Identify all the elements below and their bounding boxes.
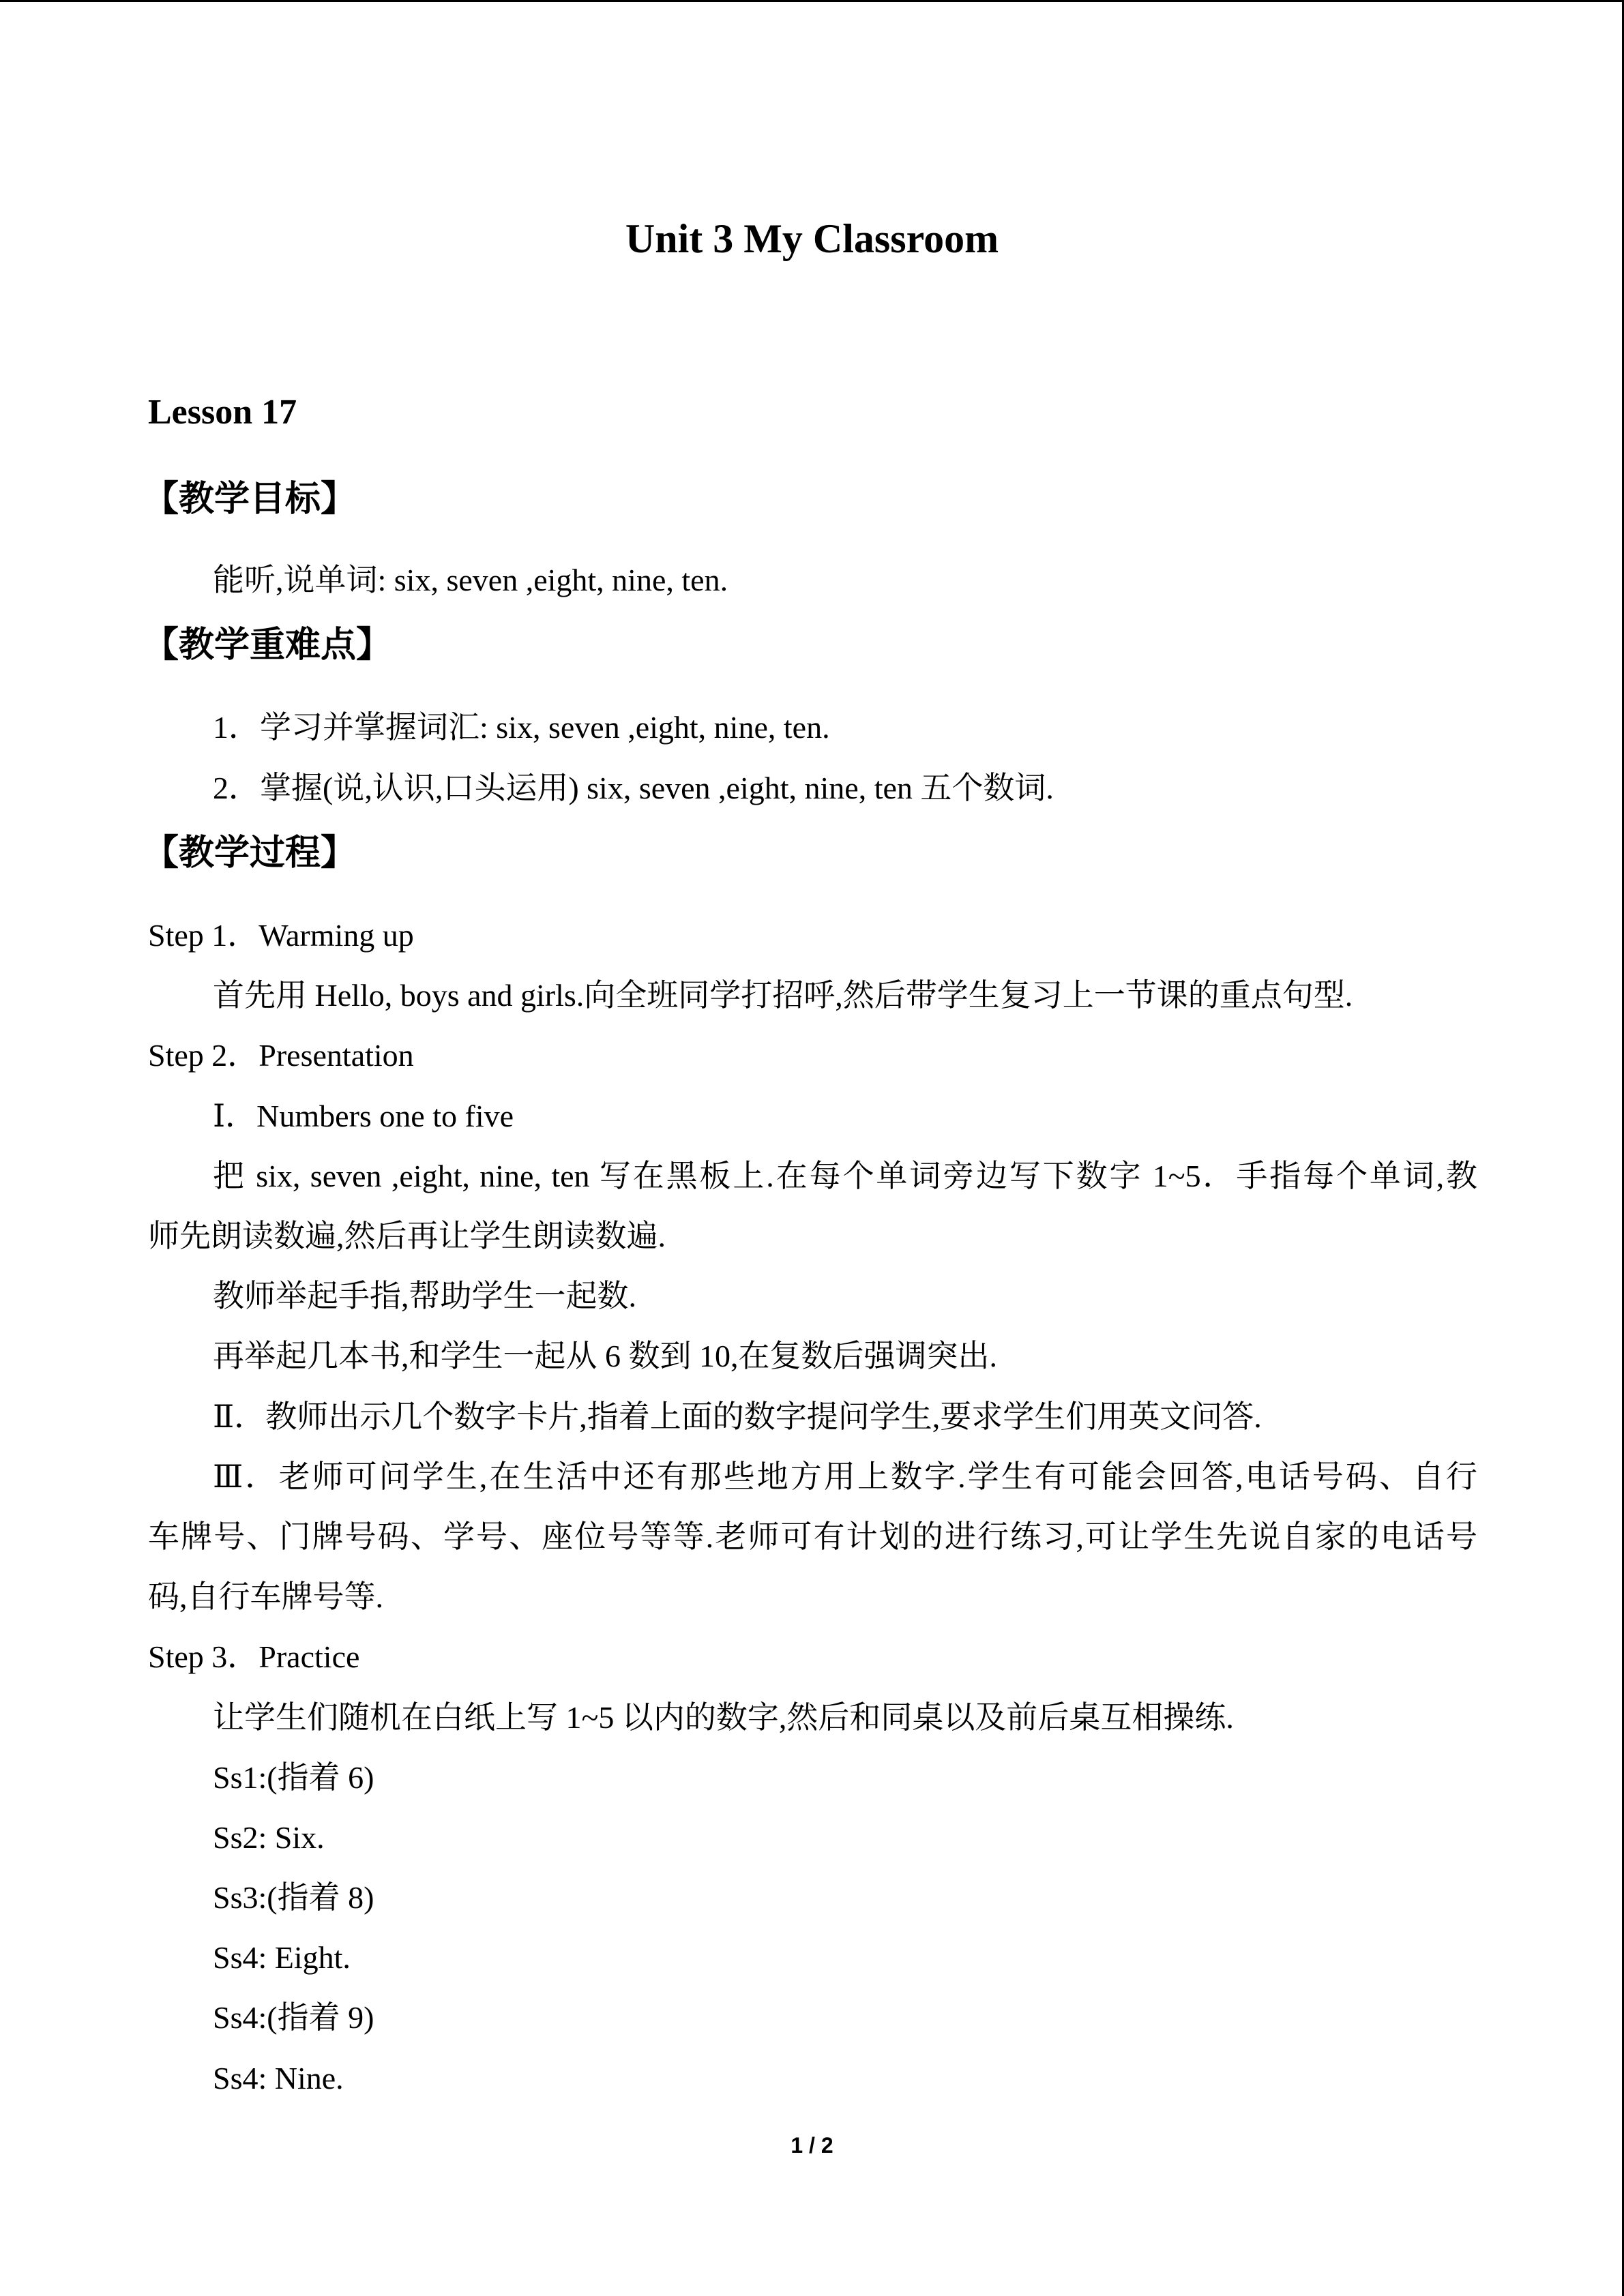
document-title: Unit 3 My Classroom [625, 216, 999, 261]
page-number: 1 / 2 [791, 2133, 833, 2158]
dialogue-line: Ss4: Eight. [213, 1940, 351, 1975]
keypoints-heading: 【教学重难点】 [143, 625, 392, 666]
dialogue-line: Ss3:(指着 8) [213, 1880, 374, 1915]
step2-subsection-2: Ⅱ．教师出示几个数字卡片,指着上面的数字提问学生,要求学生们用英文问答. [213, 1399, 1262, 1434]
step2-subsection-3-line-3: 码,自行车牌号等. [148, 1579, 383, 1614]
keypoint-item-2: 2．掌握(说,认识,口头运用) six, seven ,eight, nine, ten 五个数词. [213, 771, 1054, 805]
dialogue-line: Ss4:(指着 9) [213, 2000, 374, 2035]
lesson-title: Lesson 17 [148, 393, 297, 432]
page-border-top [0, 0, 1624, 2]
step1-text: 首先用 Hello, boys and girls.向全班同学打招呼,然后带学生复习上一节课的重点句型. [213, 978, 1353, 1013]
dialogue-line: Ss2: Six. [213, 1820, 325, 1855]
step2-paragraph-1-line-2: 师先朗读数遍,然后再让学生朗读数遍. [148, 1219, 666, 1253]
step2-subsection-1: Ⅰ．Numbers one to five [213, 1099, 514, 1133]
step2-subsection-3-line-1: Ⅲ．老师可问学生,在生活中还有那些地方用上数字.学生有可能会回答,电话号码、自行 [213, 1459, 1477, 1494]
dialogue-line: Ss4: Nine. [213, 2061, 344, 2096]
step2-paragraph-1-line-1: 把 six, seven ,eight, nine, ten 写在黑板上.在每个单词旁边写下数字 1~5．手指每个单词,教 [213, 1159, 1477, 1193]
objectives-heading: 【教学目标】 [143, 479, 357, 520]
keypoint-item-1: 1．学习并掌握词汇: six, seven ,eight, nine, ten. [213, 710, 830, 745]
step2-paragraph-3: 再举起几本书,和学生一起从 6 数到 10,在复数后强调突出. [213, 1339, 997, 1373]
step1-title: Step 1．Warming up [148, 918, 414, 953]
process-heading: 【教学过程】 [143, 833, 357, 874]
step2-subsection-3-line-2: 车牌号、门牌号码、学号、座位号等等.老师可有计划的进行练习,可让学生先说自家的电话号 [148, 1519, 1477, 1554]
step3-text: 让学生们随机在白纸上写 1~5 以内的数字,然后和同桌以及前后桌互相操练. [213, 1700, 1234, 1735]
dialogue-line: Ss1:(指着 6) [213, 1760, 374, 1795]
step2-paragraph-2: 教师举起手指,帮助学生一起数. [213, 1279, 636, 1313]
step2-title: Step 2．Presentation [148, 1038, 414, 1073]
objectives-text: 能听,说单词: six, seven ,eight, nine, ten. [213, 563, 728, 597]
step3-title: Step 3．Practice [148, 1639, 360, 1674]
